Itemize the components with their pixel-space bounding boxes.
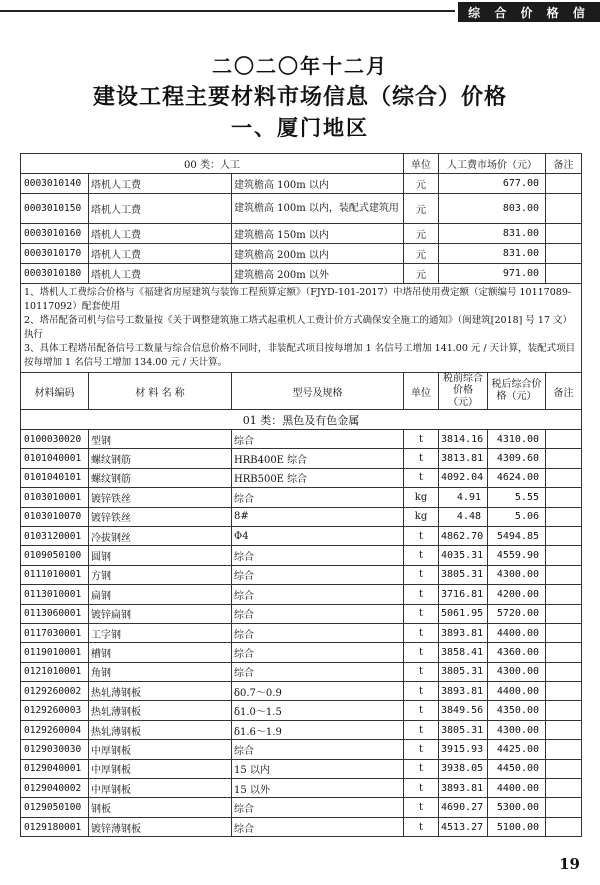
post-tax-price: 4300.00: [488, 720, 546, 739]
remark: [546, 720, 582, 739]
material-name: 冷拔钢丝: [89, 526, 232, 545]
post-tax-price: 4360.00: [488, 643, 546, 662]
material-spec: 综合: [232, 740, 404, 759]
post-tax-price: 4350.00: [488, 701, 546, 720]
price-table: [20, 153, 582, 837]
material-row: [21, 507, 582, 526]
material-code: 0129260002: [21, 682, 89, 701]
material-row: [21, 623, 582, 642]
unit: t: [404, 604, 439, 623]
unit: t: [404, 449, 439, 468]
post-tax-price: 4300.00: [488, 565, 546, 584]
material-code: 0103120001: [21, 526, 89, 545]
section-header-label: 综 合 价 格 信: [458, 2, 600, 22]
remark: [546, 798, 582, 817]
pre-tax-price: 4.91: [439, 488, 488, 507]
post-tax-price: 4624.00: [488, 468, 546, 487]
post-tax-price: 4310.00: [488, 430, 546, 449]
material-name: 镀锌薄钢板: [89, 817, 232, 836]
material-spec: Φ4: [232, 526, 404, 545]
notes-cell: [21, 284, 582, 373]
material-name: 镀锌铁丝: [89, 507, 232, 526]
remark: [546, 430, 582, 449]
material-spec: 建筑檐高 100m 以内，装配式建筑用: [232, 194, 404, 224]
material-row: [21, 779, 582, 798]
material-name: 热轧薄钢板: [89, 701, 232, 720]
labor-row: [21, 244, 582, 264]
col-header-post-tax: 税后综合价格（元）: [488, 373, 546, 410]
labor-price-header: 人工费市场价（元）: [439, 154, 546, 174]
material-spec: 综合: [232, 623, 404, 642]
unit: t: [404, 546, 439, 565]
material-name: 螺纹钢筋: [89, 449, 232, 468]
material-row: [21, 526, 582, 545]
material-row: [21, 488, 582, 507]
material-spec: 综合: [232, 585, 404, 604]
pre-tax-price: 3716.81: [439, 585, 488, 604]
remark: [546, 759, 582, 778]
material-code: 0119010001: [21, 643, 89, 662]
material-row: [21, 546, 582, 565]
pre-tax-price: 3814.16: [439, 430, 488, 449]
pre-tax-price: 4862.70: [439, 526, 488, 545]
pre-tax-price: 4690.27: [439, 798, 488, 817]
remark: [546, 565, 582, 584]
pre-tax-price: 3858.41: [439, 643, 488, 662]
unit: t: [404, 565, 439, 584]
material-code: 0109050100: [21, 546, 89, 565]
material-name: 方钢: [89, 565, 232, 584]
remark: [546, 740, 582, 759]
remark: [546, 662, 582, 681]
post-tax-price: 4559.90: [488, 546, 546, 565]
post-tax-price: 4200.00: [488, 585, 546, 604]
material-row: [21, 682, 582, 701]
unit: t: [404, 662, 439, 681]
material-code: 0117030001: [21, 623, 89, 642]
material-code: 0129040002: [21, 779, 89, 798]
material-row: [21, 817, 582, 836]
material-spec: 15 以外: [232, 779, 404, 798]
remark-header: 备注: [546, 154, 582, 174]
material-row: [21, 759, 582, 778]
post-tax-price: 4300.00: [488, 662, 546, 681]
material-spec: 综合: [232, 817, 404, 836]
material-spec: 建筑檐高 150m 以内: [232, 224, 404, 244]
material-spec: 综合: [232, 643, 404, 662]
section00-category: 00 类：人工: [21, 154, 404, 174]
col-header-unit: 单位: [404, 373, 439, 410]
pre-tax-price: 3893.81: [439, 682, 488, 701]
pre-tax-price: 3805.31: [439, 662, 488, 681]
remark: [546, 604, 582, 623]
material-spec: 综合: [232, 488, 404, 507]
material-spec: 综合: [232, 565, 404, 584]
unit: t: [404, 720, 439, 739]
material-code: 0129260004: [21, 720, 89, 739]
material-row: [21, 449, 582, 468]
material-row: [21, 798, 582, 817]
remark: [546, 526, 582, 545]
material-name: 工字钢: [89, 623, 232, 642]
unit: t: [404, 759, 439, 778]
post-tax-price: 5100.00: [488, 817, 546, 836]
unit: t: [404, 585, 439, 604]
pre-tax-price: 4035.31: [439, 546, 488, 565]
note-line: 2、塔吊配备司机与信号工数量按《关于调整建筑施工塔式起重机人工费计价方式确保安全施工的通知》（闽建筑[2018] 号 17 文）执行: [24, 315, 573, 340]
title-date: 二〇二〇年十二月: [212, 54, 388, 78]
note-line: 3、具体工程塔吊配备信号工数量与综合信息价格不同时，非装配式项目按每增加 1 名信号工增加 141.00 元 / 天计算，装配式项目按每增加 1 名信号工增加 134.00 元 / 天计算。: [24, 343, 576, 368]
post-tax-price: 4400.00: [488, 779, 546, 798]
category-row: [21, 410, 582, 430]
material-name: 塔机人工费: [89, 244, 232, 264]
material-spec: HRB400E 综合: [232, 449, 404, 468]
material-row: [21, 585, 582, 604]
material-code: 0129180001: [21, 817, 89, 836]
material-code: 0113060001: [21, 604, 89, 623]
material-spec: 建筑檐高 200m 以内: [232, 244, 404, 264]
remark: [546, 585, 582, 604]
material-name: 镀锌扁钢: [89, 604, 232, 623]
remark: [546, 817, 582, 836]
column-header-row: [21, 373, 582, 410]
remark: [546, 507, 582, 526]
unit: t: [404, 430, 439, 449]
material-code: 0129050100: [21, 798, 89, 817]
pre-tax-price: 3805.31: [439, 720, 488, 739]
material-code: 0111010001: [21, 565, 89, 584]
remark: [546, 643, 582, 662]
labor-row: [21, 264, 582, 284]
material-name: 钢板: [89, 798, 232, 817]
unit: t: [404, 643, 439, 662]
pre-tax-price: 3915.93: [439, 740, 488, 759]
labor-price: 971.00: [439, 264, 546, 284]
pre-tax-price: 3813.81: [439, 449, 488, 468]
material-name: 镀锌铁丝: [89, 488, 232, 507]
material-name: 塔机人工费: [89, 194, 232, 224]
labor-row: [21, 224, 582, 244]
remark: [546, 174, 582, 194]
post-tax-price: 5.06: [488, 507, 546, 526]
unit: t: [404, 779, 439, 798]
material-spec: δ1.6～1.9: [232, 720, 404, 739]
material-code: 0003010170: [21, 244, 89, 264]
remark: [546, 449, 582, 468]
top-rule: [0, 10, 455, 12]
material-name: 扁钢: [89, 585, 232, 604]
pre-tax-price: 4092.04: [439, 468, 488, 487]
remark: [546, 194, 582, 224]
pre-tax-price: 3893.81: [439, 779, 488, 798]
unit: t: [404, 701, 439, 720]
material-code: 0003010160: [21, 224, 89, 244]
material-code: 0129030030: [21, 740, 89, 759]
remark: [546, 779, 582, 798]
material-name: 中厚钢板: [89, 779, 232, 798]
post-tax-price: 5720.00: [488, 604, 546, 623]
remark: [546, 682, 582, 701]
material-row: [21, 662, 582, 681]
material-name: 型钢: [89, 430, 232, 449]
unit: t: [404, 526, 439, 545]
unit-header: 单位: [404, 154, 439, 174]
unit: 元: [404, 264, 439, 284]
material-spec: 综合: [232, 546, 404, 565]
remark: [546, 488, 582, 507]
material-name: 槽钢: [89, 643, 232, 662]
unit: t: [404, 468, 439, 487]
material-row: [21, 720, 582, 739]
pre-tax-price: 5061.95: [439, 604, 488, 623]
pre-tax-price: 4513.27: [439, 817, 488, 836]
material-spec: 建筑檐高 200m 以外: [232, 264, 404, 284]
material-name: 塔机人工费: [89, 174, 232, 194]
unit: t: [404, 740, 439, 759]
notes-row: [21, 284, 582, 373]
remark: [546, 623, 582, 642]
material-code: 0121010001: [21, 662, 89, 681]
material-name: 角钢: [89, 662, 232, 681]
remark: [546, 264, 582, 284]
unit: kg: [404, 507, 439, 526]
material-code: 0003010180: [21, 264, 89, 284]
material-name: 圆钢: [89, 546, 232, 565]
material-row: [21, 565, 582, 584]
material-name: 塔机人工费: [89, 264, 232, 284]
material-name: 热轧薄钢板: [89, 720, 232, 739]
unit: 元: [404, 244, 439, 264]
pre-tax-price: 3849.56: [439, 701, 488, 720]
material-row: [21, 701, 582, 720]
material-spec: 综合: [232, 662, 404, 681]
material-code: 0129040001: [21, 759, 89, 778]
material-name: 热轧薄钢板: [89, 682, 232, 701]
unit: t: [404, 798, 439, 817]
labor-price: 803.00: [439, 194, 546, 224]
unit: 元: [404, 174, 439, 194]
remark: [546, 468, 582, 487]
post-tax-price: 4400.00: [488, 623, 546, 642]
material-spec: HRB500E 综合: [232, 468, 404, 487]
unit: t: [404, 623, 439, 642]
pre-tax-price: 3893.81: [439, 623, 488, 642]
section00-header-row: [21, 154, 582, 174]
remark: [546, 244, 582, 264]
labor-row: [21, 194, 582, 224]
col-header-remark: 备注: [546, 373, 582, 410]
material-row: [21, 468, 582, 487]
col-header-spec: 型号及规格: [232, 373, 404, 410]
material-code: 0003010150: [21, 194, 89, 224]
material-code: 0113010001: [21, 585, 89, 604]
material-name: 中厚钢板: [89, 759, 232, 778]
labor-price: 831.00: [439, 224, 546, 244]
material-spec: 建筑檐高 100m 以内: [232, 174, 404, 194]
unit: 元: [404, 194, 439, 224]
material-name: 塔机人工费: [89, 224, 232, 244]
material-spec: δ1.0～1.5: [232, 701, 404, 720]
post-tax-price: 5494.85: [488, 526, 546, 545]
remark: [546, 546, 582, 565]
labor-price: 831.00: [439, 244, 546, 264]
material-code: 0100030020: [21, 430, 89, 449]
material-spec: 综合: [232, 798, 404, 817]
material-spec: 综合: [232, 430, 404, 449]
unit: kg: [404, 488, 439, 507]
note-line: 1、塔机人工费综合价格与《福建省房屋建筑与装饰工程预算定额》（FJYD-101-2017）中塔吊使用费定额（定额编号 10117089-10117092）配套使用: [24, 287, 572, 312]
material-spec: 综合: [232, 604, 404, 623]
labor-row: [21, 174, 582, 194]
col-header-pre-tax: 税前综合价格（元）: [439, 373, 488, 410]
remark: [546, 701, 582, 720]
title-region: 一、厦门地区: [231, 115, 369, 140]
material-code: 0003010140: [21, 174, 89, 194]
remark: [546, 224, 582, 244]
post-tax-price: 4425.00: [488, 740, 546, 759]
title-main: 建设工程主要材料市场信息（综合）价格: [92, 84, 507, 110]
post-tax-price: 4400.00: [488, 682, 546, 701]
material-code: 0129260003: [21, 701, 89, 720]
material-spec: 8#: [232, 507, 404, 526]
material-code: 0103010070: [21, 507, 89, 526]
post-tax-price: 5.55: [488, 488, 546, 507]
col-header-code: 材料编码: [21, 373, 89, 410]
material-name: 中厚钢板: [89, 740, 232, 759]
page-number: 19: [559, 855, 580, 873]
material-row: [21, 430, 582, 449]
col-header-name: 材 料 名 称: [89, 373, 232, 410]
pre-tax-price: 3805.31: [439, 565, 488, 584]
material-spec: 15 以内: [232, 759, 404, 778]
material-row: [21, 740, 582, 759]
category-label: 01 类：黑色及有色金属: [21, 410, 582, 430]
material-row: [21, 643, 582, 662]
material-code: 0103010001: [21, 488, 89, 507]
labor-price: 677.00: [439, 174, 546, 194]
material-code: 0101040001: [21, 449, 89, 468]
material-spec: δ0.7～0.9: [232, 682, 404, 701]
unit: t: [404, 682, 439, 701]
pre-tax-price: 3938.05: [439, 759, 488, 778]
post-tax-price: 4450.00: [488, 759, 546, 778]
material-code: 0101040101: [21, 468, 89, 487]
post-tax-price: 5300.00: [488, 798, 546, 817]
material-name: 螺纹钢筋: [89, 468, 232, 487]
material-row: [21, 604, 582, 623]
post-tax-price: 4309.60: [488, 449, 546, 468]
unit: t: [404, 817, 439, 836]
pre-tax-price: 4.48: [439, 507, 488, 526]
unit: 元: [404, 224, 439, 244]
